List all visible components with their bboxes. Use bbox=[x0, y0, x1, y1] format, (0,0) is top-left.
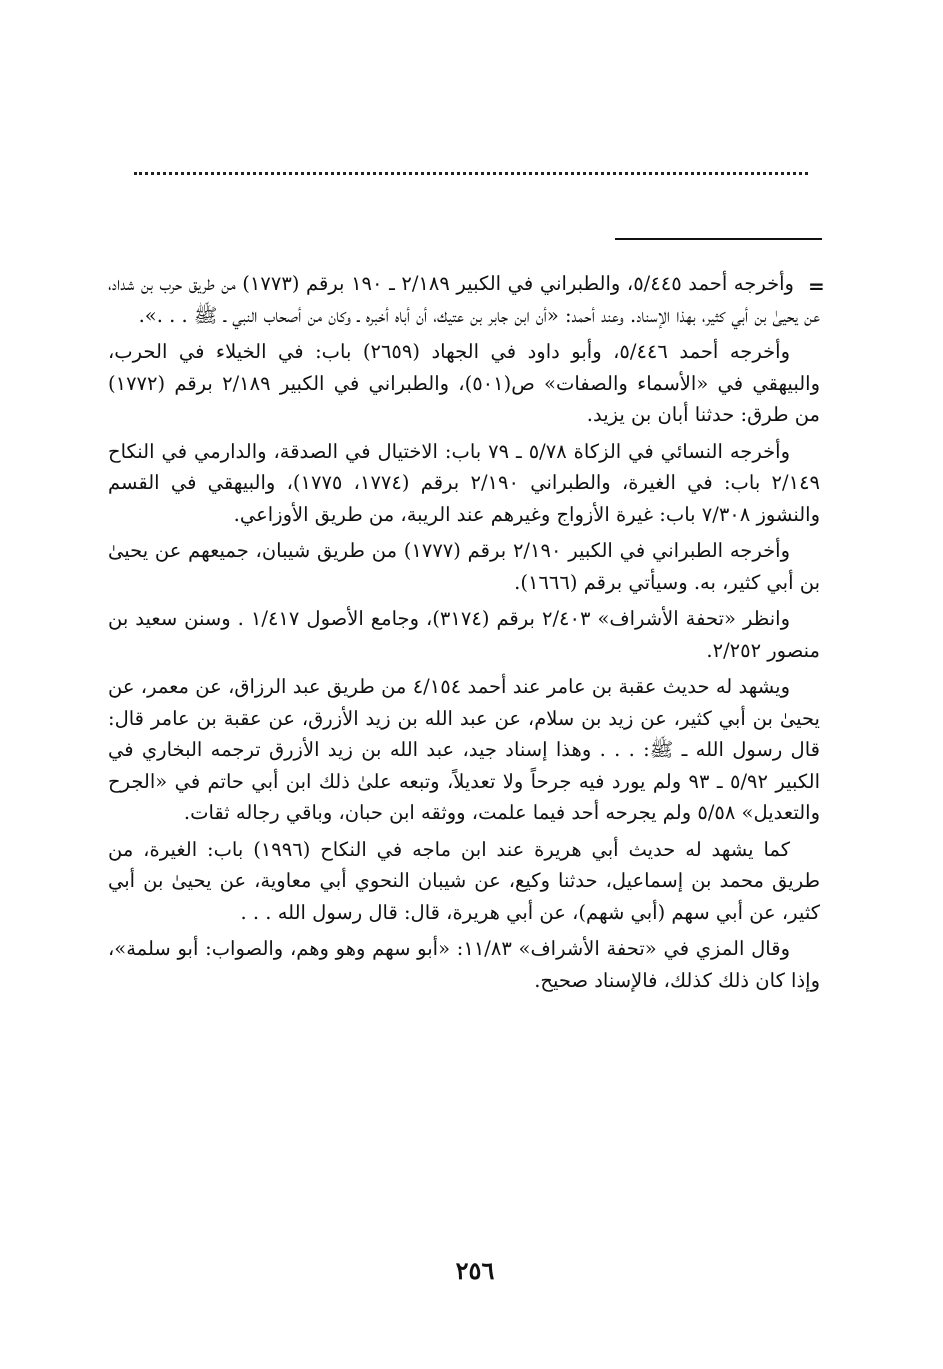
footnote-rule bbox=[615, 238, 822, 240]
footnote-paragraph: وانظر «تحفة الأشراف» ٢/٤٠٣ برقم (٣١٧٤)، وجامع الأصول ١/٤١٧ . وسنن سعيد بن منصور ٢/٢٥٢. bbox=[108, 607, 820, 662]
dotted-separator bbox=[134, 172, 808, 187]
footnote-paragraph: وأخرجه النسائي في الزكاة ٥/٧٨ ـ ٧٩ باب: الاختيال في الصدقة، والدارمي في النكاح ٢/١٤٩ باب: في الغيرة، والطبراني ٢/١٩٠ برقم (١٧٧٤، ١٧٧٥)، والبيهقي في القسم والنشوز ٧/٣٠٨ باب: غيرة الأزواج وغيرهم عند الريبة، من طريق الأوزاعي. bbox=[108, 439, 821, 526]
footnote-paragraph: كما يشهد له حديث أبي هريرة عند ابن ماجه في النكاح (١٩٩٦) باب: الغيرة، من طريق محمد بن إسماعيل، حدثنا وكيع، عن شيبان النحوي أبي معاوية، عن يحيىٰ بن أبي كثير، عن أبي سهم (أبي شهم)، عن أبي هريرة، قال: قال رسول الله . . . bbox=[108, 837, 820, 924]
footnote-paragraph: ويشهد له حديث عقبة بن عامر عند أحمد ٤/١٥٤ من طريق عبد الرزاق، عن معمر، عن يحيىٰ بن أبي كثير، عن زيد بن سلام، عن عبد الله بن زيد الأزرق، عن عقبة بن عامر قال: قال رسول الله ـ ﷺ: . . . وهذا إسناد جيد، عبد الله بن زيد الأزرق ترجمه البخاري في الكبير ٥/٩٢ ـ ٩٣ ولم يورد فيه جرحاً ولا تعديلاً، وتبعه علىٰ ذلك ابن أبي حاتم في «الجرح والتعديل» ٥/٥٨ ولم يجرحه أحد فيما علمت، ووثقه ابن حبان، وباقي رجاله ثقات. bbox=[108, 675, 820, 824]
footnote-paragraph: وأخرجه أحمد ٥/٤٤٥، والطبراني في الكبير ٢/١٨٩ ـ ١٩٠ برقم (١٧٧٣) من طريق حرب بن شداد، عن يحيىٰ بن أبي كثير، بهذا الإسناد. وعند أحمد: «أن ابن جابر بن عتيك، أن أباه أخبره ـ وكان من أصحاب النبي ـ ﷺ . . .». bbox=[108, 272, 820, 327]
footnote-paragraph: وقال المزي في «تحفة الأشراف» ١١/٨٣: «أبو سهم وهو وهم، والصواب: أبو سلمة»، وإذا كان ذلك كذلك، فالإسناد صحيح. bbox=[108, 937, 820, 992]
footnote-block bbox=[108, 268, 820, 1001]
footnote-paragraph: وأخرجه الطبراني في الكبير ٢/١٩٠ برقم (١٧٧٧) من طريق شيبان، جميعهم عن يحيىٰ بن أبي كثير، به. وسيأتي برقم (١٦٦٦). bbox=[108, 539, 820, 594]
page-number: ٢٥٦ bbox=[455, 1256, 495, 1285]
footnote-paragraph: وأخرجه أحمد ٥/٤٤٦، وأبو داود في الجهاد (٢٦٥٩) باب: في الخيلاء في الحرب، والبيهقي في «الأسماء والصفات» ص(٥٠١)، والطبراني في الكبير ٢/١٨٩ برقم (١٧٧٢) من طرق: حدثنا أبان بن يزيد. bbox=[108, 340, 820, 426]
continuation-mark: = bbox=[808, 274, 825, 298]
